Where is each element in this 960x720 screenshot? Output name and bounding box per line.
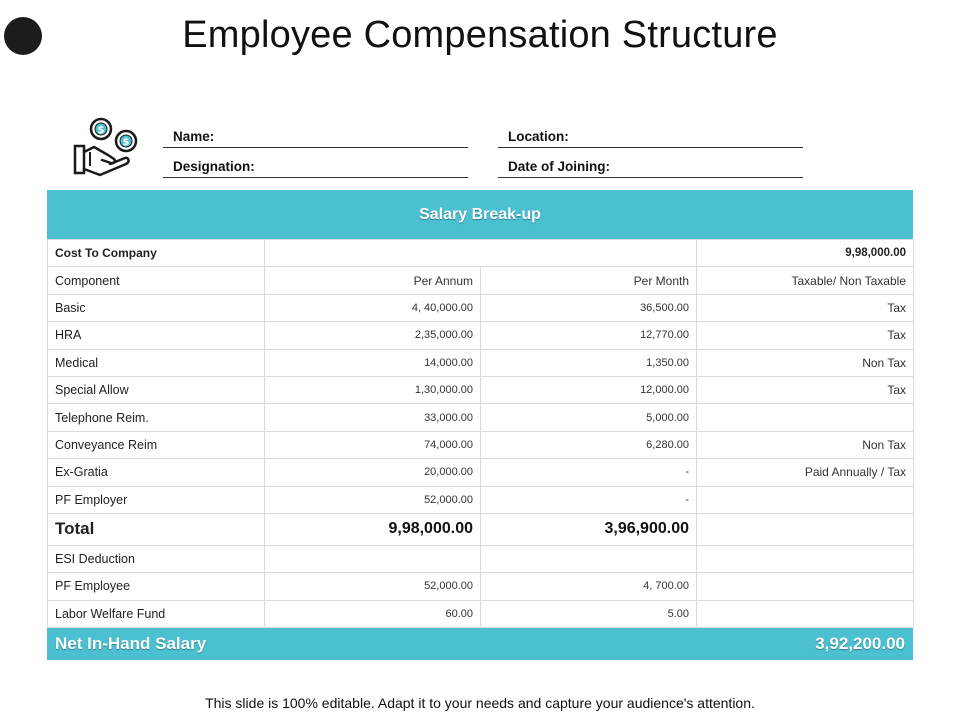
total-label: Total: [48, 513, 265, 545]
per-annum-value: 14,000.00: [265, 349, 481, 376]
component-name: Telephone Reim.: [48, 404, 265, 431]
component-name: Conveyance Reim: [48, 431, 265, 458]
deduction-row: [48, 600, 914, 627]
total-per-annum: 9,98,000.00: [265, 513, 481, 545]
table-row: [48, 376, 914, 403]
deduction-blank: [697, 600, 914, 627]
deduction-name: ESI Deduction: [48, 545, 265, 572]
deduction-per-annum: 60.00: [265, 600, 481, 627]
per-annum-value: 2,35,000.00: [265, 322, 481, 349]
deduction-blank: [697, 545, 914, 572]
salary-grid: [47, 239, 914, 628]
taxable-status: Tax: [697, 294, 914, 321]
per-annum-value: 74,000.00: [265, 431, 481, 458]
column-header-component: Component: [48, 267, 265, 294]
per-month-value: -: [481, 459, 697, 486]
table-row: [48, 294, 914, 321]
per-month-value: -: [481, 486, 697, 513]
table-row: [48, 322, 914, 349]
salary-breakup-table: [47, 190, 913, 661]
deduction-blank: [697, 573, 914, 600]
taxable-status: Paid Annually / Tax: [697, 459, 914, 486]
per-month-value: 5,000.00: [481, 404, 697, 431]
cost-to-company-blank: [265, 240, 697, 267]
deduction-row: [48, 545, 914, 572]
component-name: Medical: [48, 349, 265, 376]
component-name: Special Allow: [48, 376, 265, 403]
designation-field[interactable]: Designation:: [163, 149, 468, 178]
per-month-value: 6,280.00: [481, 431, 697, 458]
deduction-per-annum: 52,000.00: [265, 573, 481, 600]
taxable-status: Tax: [697, 376, 914, 403]
total-blank: [697, 513, 914, 545]
deduction-per-annum: [265, 545, 481, 572]
per-month-value: 1,350.00: [481, 349, 697, 376]
component-name: HRA: [48, 322, 265, 349]
table-row: [48, 349, 914, 376]
cost-to-company-value: 9,98,000.00: [697, 240, 914, 267]
per-month-value: 12,000.00: [481, 376, 697, 403]
total-row: [48, 513, 914, 545]
component-name: PF Employer: [48, 486, 265, 513]
per-annum-value: 52,000.00: [265, 486, 481, 513]
table-row: [48, 459, 914, 486]
column-header-taxable: Taxable/ Non Taxable: [697, 267, 914, 294]
column-header-per-annum: Per Annum: [265, 267, 481, 294]
taxable-status: [697, 486, 914, 513]
per-annum-value: 4, 40,000.00: [265, 294, 481, 321]
per-annum-value: 33,000.00: [265, 404, 481, 431]
name-field[interactable]: Name:: [163, 119, 468, 148]
table-row: [48, 404, 914, 431]
per-month-value: 12,770.00: [481, 322, 697, 349]
column-header-per-month: Per Month: [481, 267, 697, 294]
net-salary-value: 3,92,200.00: [815, 634, 905, 654]
deduction-per-month: 4, 700.00: [481, 573, 697, 600]
location-field[interactable]: Location:: [498, 119, 803, 148]
footer-note: This slide is 100% editable. Adapt it to your needs and capture your audience's attention.: [205, 695, 755, 711]
cost-to-company-label: Cost To Company: [48, 240, 265, 267]
deduction-name: Labor Welfare Fund: [48, 600, 265, 627]
deduction-per-month: 5.00: [481, 600, 697, 627]
net-in-hand-salary-bar: [47, 628, 913, 660]
cost-to-company-row: [48, 240, 914, 267]
deduction-name: PF Employee: [48, 573, 265, 600]
hand-with-coins-icon: [70, 112, 142, 184]
taxable-status: [697, 404, 914, 431]
table-row: [48, 431, 914, 458]
deduction-per-month: [481, 545, 697, 572]
date-of-joining-field[interactable]: Date of Joining:: [498, 149, 803, 178]
page-title: Employee Compensation Structure: [182, 14, 778, 56]
column-header-row: [48, 267, 914, 294]
taxable-status: Non Tax: [697, 349, 914, 376]
net-salary-label: Net In-Hand Salary: [55, 634, 207, 654]
per-month-value: 36,500.00: [481, 294, 697, 321]
taxable-status: Non Tax: [697, 431, 914, 458]
total-per-month: 3,96,900.00: [481, 513, 697, 545]
per-annum-value: 1,30,000.00: [265, 376, 481, 403]
svg-text:$: $: [122, 137, 130, 148]
salary-breakup-header: Salary Break-up: [47, 190, 913, 239]
table-row: [48, 486, 914, 513]
component-name: Ex-Gratia: [48, 459, 265, 486]
deduction-row: [48, 573, 914, 600]
svg-text:$: $: [97, 125, 105, 136]
per-annum-value: 20,000.00: [265, 459, 481, 486]
component-name: Basic: [48, 294, 265, 321]
taxable-status: Tax: [697, 322, 914, 349]
